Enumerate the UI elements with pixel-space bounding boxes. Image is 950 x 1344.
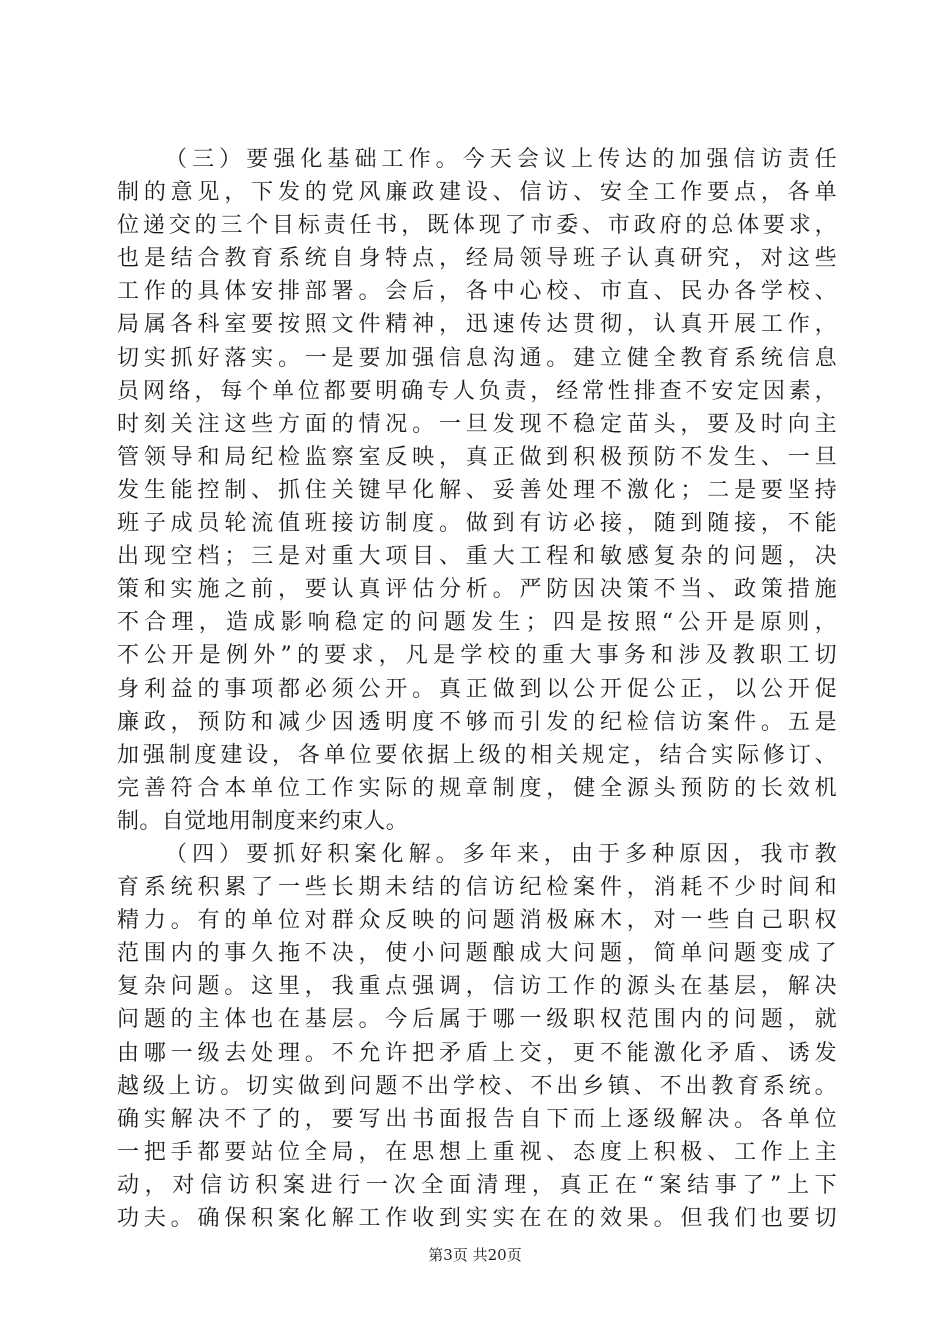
text-line: （四）要抓好积案化解。多年来，由于多种原因，我市教 <box>165 841 837 867</box>
text-line: 复杂问题。这里，我重点强调，信访工作的源头在基层，解决 <box>117 974 837 1000</box>
text-line: 也是结合教育系统自身特点，经局领导班子认真研究，对这些 <box>117 246 837 272</box>
page-number-footer: 第3页 共20页 <box>428 1246 522 1264</box>
text-line: 廉政，预防和减少因透明度不够而引发的纪检信访案件。五是 <box>117 709 837 735</box>
text-line: 由哪一级去处理。不允许把矛盾上交，更不能激化矛盾、诱发 <box>117 1040 837 1066</box>
text-line: 策和实施之前，要认真评估分析。严防因决策不当、政策措施 <box>117 577 837 603</box>
text-line: 育系统积累了一些长期未结的信访纪检案件，消耗不少时间和 <box>117 875 837 901</box>
text-line: 确实解决不了的，要写出书面报告自下而上逐级解决。各单位 <box>117 1106 837 1132</box>
text-line: 加强制度建设，各单位要依据上级的相关规定，结合实际修订、 <box>117 742 837 768</box>
text-line: （三）要强化基础工作。今天会议上传达的加强信访责任 <box>165 147 837 172</box>
text-line: 动，对信访积案进行一次全面清理，真正在“案结事了”上下 <box>117 1172 837 1198</box>
text-line: 位递交的三个目标责任书，既体现了市委、市政府的总体要求， <box>117 213 837 239</box>
text-line: 切实抓好落实。一是要加强信息沟通。建立健全教育系统信息 <box>117 345 837 371</box>
text-line: 功夫。确保积案化解工作收到实实在在的效果。但我们也要切 <box>117 1206 837 1231</box>
text-line: 身利益的事项都必须公开。真正做到以公开促公正，以公开促 <box>117 676 837 702</box>
text-line: 不公开是例外”的要求，凡是学校的重大事务和涉及教职工切 <box>117 643 837 669</box>
text-line: 工作的具体安排部署。会后，各中心校、市直、民办各学校、 <box>117 279 837 305</box>
text-line: 时刻关注这些方面的情况。一旦发现不稳定苗头，要及时向主 <box>117 411 837 437</box>
text-line: 制。自觉地用制度来约束人。 <box>117 808 409 834</box>
body-text <box>117 143 837 1235</box>
text-line: 精力。有的单位对群众反映的问题消极麻木，对一些自己职权 <box>117 908 837 934</box>
text-line: 班子成员轮流值班接访制度。做到有访必接，随到随接，不能 <box>117 511 837 537</box>
text-line: 出现空档；三是对重大项目、重大工程和敏感复杂的问题，决 <box>117 544 837 570</box>
text-line: 不合理，造成影响稳定的问题发生；四是按照“公开是原则， <box>117 610 837 636</box>
text-line: 范围内的事久拖不决，使小问题酿成大问题，简单问题变成了 <box>117 941 837 967</box>
text-line: 制的意见，下发的党风廉政建设、信访、安全工作要点，各单 <box>117 180 837 206</box>
text-line: 完善符合本单位工作实际的规章制度，健全源头预防的长效机 <box>117 775 837 801</box>
text-line: 员网络，每个单位都要明确专人负责，经常性排查不安定因素， <box>117 378 837 404</box>
text-line: 一把手都要站位全局，在思想上重视、态度上积极、工作上主 <box>117 1139 837 1165</box>
text-line: 越级上访。切实做到问题不出学校、不出乡镇、不出教育系统。 <box>117 1073 837 1099</box>
text-line: 发生能控制、抓住关键早化解、妥善处理不激化；二是要坚持 <box>117 477 837 503</box>
text-line: 问题的主体也在基层。今后属于哪一级职权范围内的问题，就 <box>117 1007 837 1033</box>
text-line: 管领导和局纪检监察室反映，真正做到积极预防不发生、一旦 <box>117 444 837 470</box>
text-line: 局属各科室要按照文件精神，迅速传达贯彻，认真开展工作， <box>117 312 837 338</box>
